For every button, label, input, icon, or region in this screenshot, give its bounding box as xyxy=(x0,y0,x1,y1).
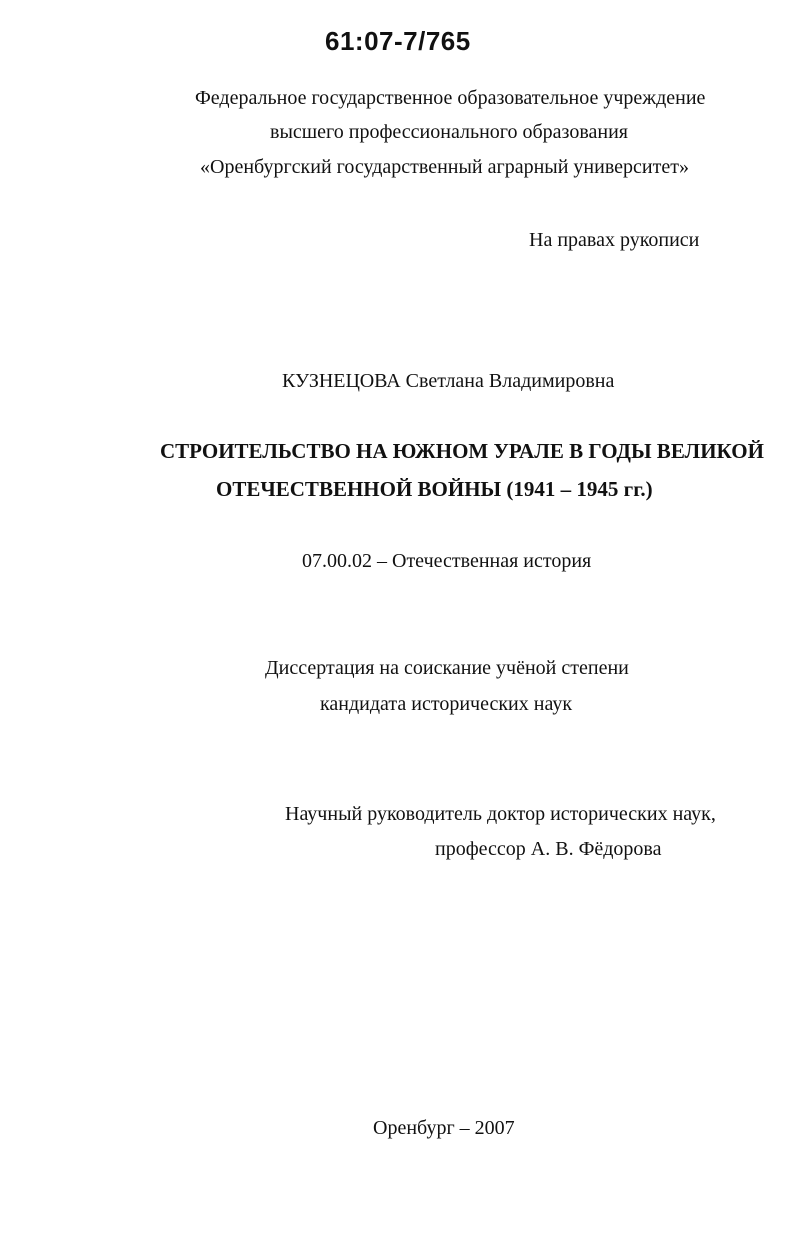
degree-line-1: Диссертация на соискание учёной степени xyxy=(265,657,629,679)
supervisor-line-1: Научный руководитель доктор исторических наук, xyxy=(285,803,716,825)
institution-line-1: Федеральное государственное образовательное учреждение xyxy=(195,87,706,109)
catalog-number: 61:07-7/765 xyxy=(325,26,471,56)
author-name: КУЗНЕЦОВА Светлана Владимировна xyxy=(282,370,615,392)
specialty: 07.00.02 – Отечественная история xyxy=(302,550,592,572)
institution-line-3: «Оренбургский государственный аграрный университет» xyxy=(200,156,689,178)
institution-line-2: высшего профессионального образования xyxy=(270,121,628,143)
place-and-year: Оренбург – 2007 xyxy=(373,1117,515,1139)
supervisor-line-2: профессор А. В. Фёдорова xyxy=(435,838,662,860)
manuscript-note: На правах рукописи xyxy=(529,229,700,251)
dissertation-title-line-2: ОТЕЧЕСТВЕННОЙ ВОЙНЫ (1941 – 1945 гг.) xyxy=(216,477,653,501)
dissertation-title-line-1: СТРОИТЕЛЬСТВО НА ЮЖНОМ УРАЛЕ В ГОДЫ ВЕЛИКОЙ xyxy=(160,439,764,463)
degree-line-2: кандидата исторических наук xyxy=(320,693,573,715)
